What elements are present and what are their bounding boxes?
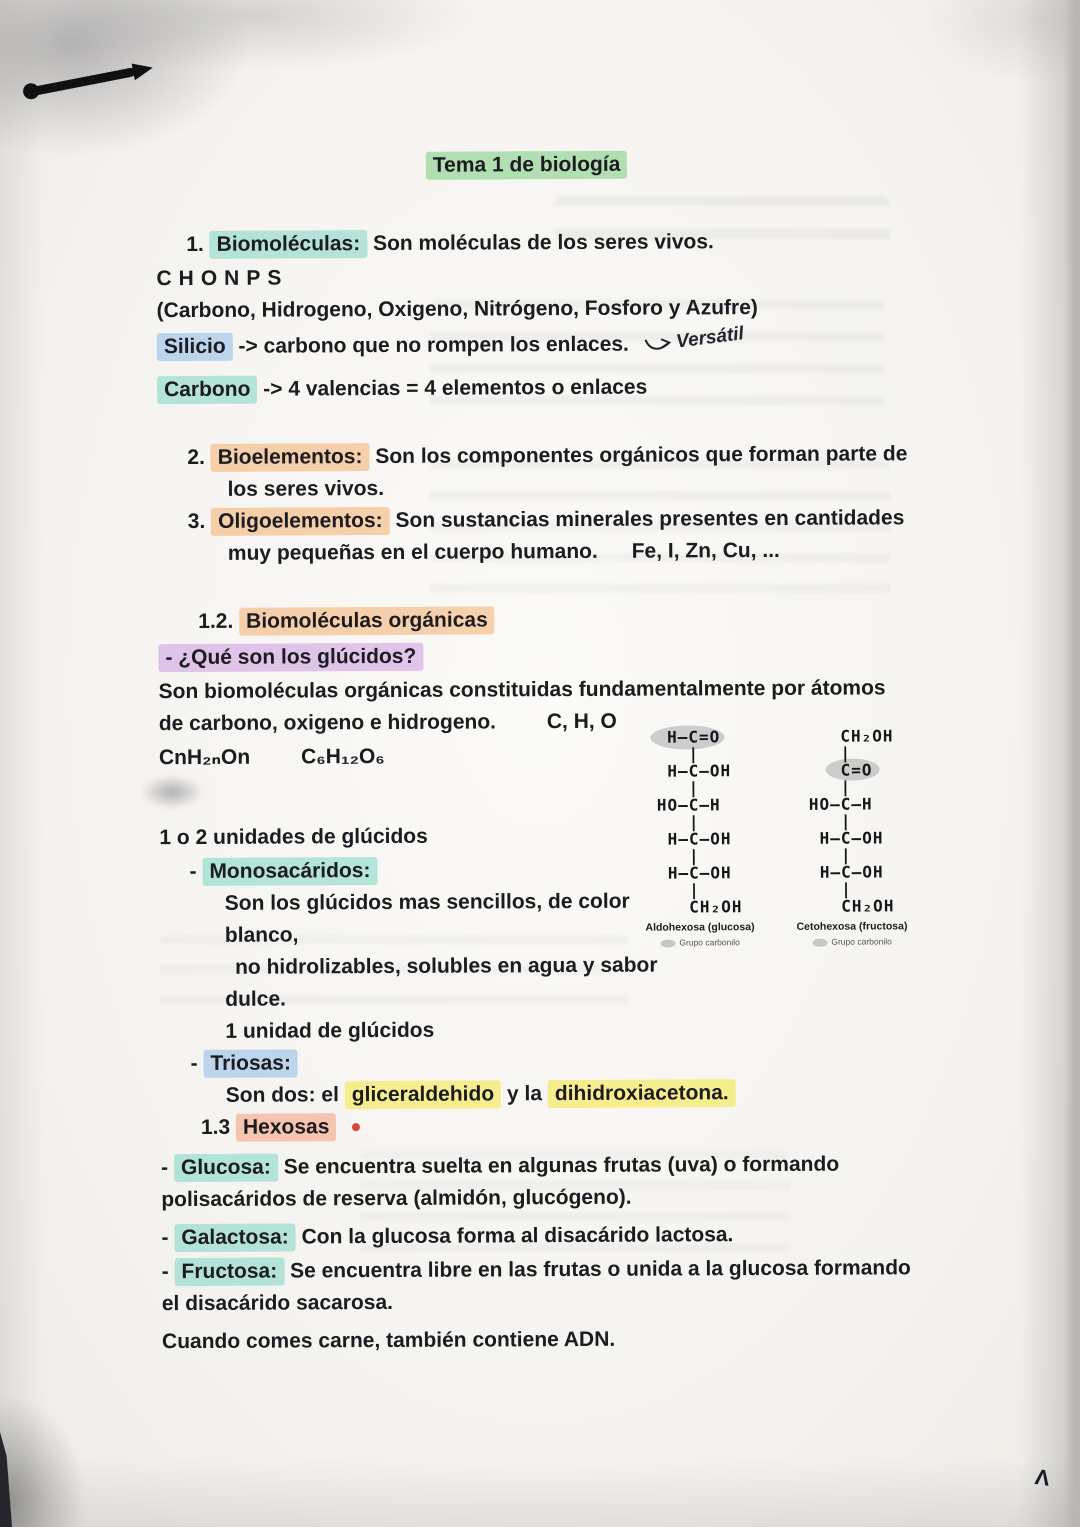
term-oligoelementos: Oligoelementos: xyxy=(211,507,390,536)
galactosa-line xyxy=(161,1218,1026,1255)
triosas-line xyxy=(161,1076,1026,1113)
item-3-continued: muy pequeñas en el cuerpo humano. xyxy=(227,539,598,565)
fructose-legend-text: Grupo carbonilo xyxy=(831,936,892,947)
carbono-line xyxy=(157,370,1022,407)
fructose-caption: Cetohexosa (fructosa) xyxy=(796,920,908,933)
gray-ellipse-icon xyxy=(812,938,827,946)
term-fructosa: Fructosa: xyxy=(174,1258,284,1287)
term-silicio: Silicio xyxy=(157,333,233,361)
glucose-structure xyxy=(644,728,754,949)
mono-text: Son los glúcidos mas sencillos, de color xyxy=(224,889,630,915)
chonps-expansion-line xyxy=(157,291,1022,328)
page-title: Tema 1 de biología xyxy=(426,151,628,180)
item-1-text: Son moléculas de los seres vivos. xyxy=(372,230,714,256)
term-carbono: Carbono xyxy=(157,376,257,405)
mono-text: blanco, xyxy=(224,923,299,947)
item-2-continued: los seres vivos. xyxy=(227,476,385,501)
glucose-legend-text: Grupo carbonilo xyxy=(679,937,740,948)
handwritten-annotation xyxy=(642,318,745,362)
item-1-number: 1. xyxy=(186,232,204,257)
fructosa-line2 xyxy=(162,1284,1027,1321)
term-biomoleculas: Biomoléculas: xyxy=(210,230,368,259)
chonps-acronym: CHONPS xyxy=(156,266,289,291)
term-glucosa: Glucosa: xyxy=(174,1154,278,1183)
monosacaridos-line4 xyxy=(160,980,1025,1017)
fructose-structure xyxy=(796,727,908,948)
glucose-formula: C₆H₁₂O₆ xyxy=(300,744,385,769)
photo-edge-artifact xyxy=(0,1432,12,1527)
answer-text-continued: de carbono, oxigeno e hidrogeno. xyxy=(158,710,497,736)
dash: - xyxy=(189,859,197,884)
term-galactosa: Galactosa: xyxy=(174,1223,296,1252)
item-2-bioelementos xyxy=(157,438,1022,475)
final-note-text: Cuando comes carne, también contiene ADN. xyxy=(161,1327,616,1354)
page-number-mark: Λ xyxy=(1033,1464,1052,1491)
glucosa-line2 xyxy=(161,1180,1026,1217)
trace-elements-list: Fe, I, Zn, Cu, ... xyxy=(631,538,780,563)
fructose-fischer-projection: CH₂OH | C=O | HO—C—H | H—C—OH | H—C—OH | CH₂OH xyxy=(808,726,895,916)
triosas-heading xyxy=(160,1044,1025,1081)
item-1-biomoleculas xyxy=(156,225,1021,262)
heading-hexosas: Hexosas xyxy=(236,1113,337,1142)
triosas-text-mid: y la xyxy=(506,1082,543,1106)
item-3-text-line2 xyxy=(158,534,1023,571)
fructosa-text: Se encuentra libre en las frutas o unida a la glucosa formando xyxy=(289,1256,911,1283)
carbono-text: -> 4 valencias = 4 elementos o enlaces xyxy=(263,375,648,401)
mono-text: dulce. xyxy=(225,987,286,1011)
monosacaridos-line3 xyxy=(160,948,1025,985)
item-2-number: 2. xyxy=(187,445,205,470)
item-3-oligoelementos xyxy=(158,502,1023,539)
triosas-text: Son dos: el xyxy=(225,1083,339,1107)
term-dihidroxiacetona: dihidroxiacetona. xyxy=(548,1079,736,1108)
fructosa-text-continued: el disacárido sacarosa. xyxy=(161,1290,394,1316)
dash: - xyxy=(161,1226,169,1250)
heading-biomoleculas-organicas: Biomoléculas orgánicas xyxy=(239,606,495,635)
glucidos-question-line xyxy=(158,638,1023,675)
glucosa-text: Se encuentra suelta en algunas frutas (uva) o formando xyxy=(283,1152,840,1179)
glucidos-answer-line1 xyxy=(159,672,1024,709)
section-1-2-heading xyxy=(158,602,1023,639)
gray-ellipse-icon xyxy=(660,939,675,947)
cho-elements: C, H, O xyxy=(546,709,617,734)
term-monosacaridos: Monosacáridos: xyxy=(202,857,377,886)
chonps-expansion: (Carbono, Hidrogeno, Oxigeno, Nitrógeno, Fosforo y Azufre) xyxy=(156,296,758,323)
fructose-legend xyxy=(812,936,892,947)
curved-arrow-icon xyxy=(643,334,675,358)
item-3-number: 3. xyxy=(187,509,206,534)
dash: - xyxy=(161,1260,169,1284)
red-dot-mark xyxy=(352,1123,360,1131)
one-unit-text: 1 unidad de glúcidos xyxy=(225,1018,435,1043)
fischer-projections-figure xyxy=(644,727,907,948)
final-note-line xyxy=(162,1322,1027,1359)
general-formula: CnH₂ₙOn xyxy=(158,745,251,770)
glucose-caption: Aldohexosa (glucosa) xyxy=(645,921,755,934)
fructosa-line1 xyxy=(162,1252,1027,1289)
silicio-text: -> carbono que no rompen los enlaces. xyxy=(238,332,629,358)
mono-text: no hidrolizables, solubles en agua y sabor xyxy=(235,953,658,979)
item-3-text: Son sustancias minerales presentes en cantidades xyxy=(395,506,905,532)
dash: - xyxy=(161,1156,169,1180)
item-2-text-line2 xyxy=(157,470,1022,507)
section-1-3-number: 1.3 xyxy=(200,1115,231,1139)
term-bioelementos: Bioelementos: xyxy=(211,443,370,472)
glucose-fischer-projection: H—C=O | H—C—OH | HO—C—H | H—C—OH | H—C—OH | CH₂OH xyxy=(656,727,743,917)
title-line xyxy=(426,147,1021,182)
glucosa-line1 xyxy=(161,1148,1026,1185)
monosacaridos-bold-line xyxy=(160,1012,1025,1049)
question-que-son-glucidos: - ¿Qué son los glúcidos? xyxy=(158,643,423,672)
galactosa-text: Con la glucosa forma al disacárido lactosa. xyxy=(301,1223,734,1249)
chonps-line xyxy=(156,259,1021,296)
paper-right-edge-shadow xyxy=(1064,0,1080,1527)
glucosa-text-continued: polisacáridos de reserva (almidón, glucógeno). xyxy=(161,1185,632,1212)
answer-text: Son biomoléculas orgánicas constituidas fundamentalmente por átomos xyxy=(158,676,886,704)
units-text: 1 o 2 unidades de glúcidos xyxy=(159,824,428,850)
glucose-legend xyxy=(660,937,740,948)
section-1-2-number: 1.2. xyxy=(198,609,234,633)
term-triosas: Triosas: xyxy=(203,1049,298,1077)
silicio-line xyxy=(157,323,1022,365)
dash: - xyxy=(190,1051,198,1076)
term-gliceraldehido: gliceraldehido xyxy=(345,1080,502,1109)
section-1-3-heading xyxy=(161,1108,1026,1145)
annotation-text: Versátil xyxy=(674,323,745,353)
item-2-text: Son los componentes orgánicos que forman parte de xyxy=(375,442,908,469)
